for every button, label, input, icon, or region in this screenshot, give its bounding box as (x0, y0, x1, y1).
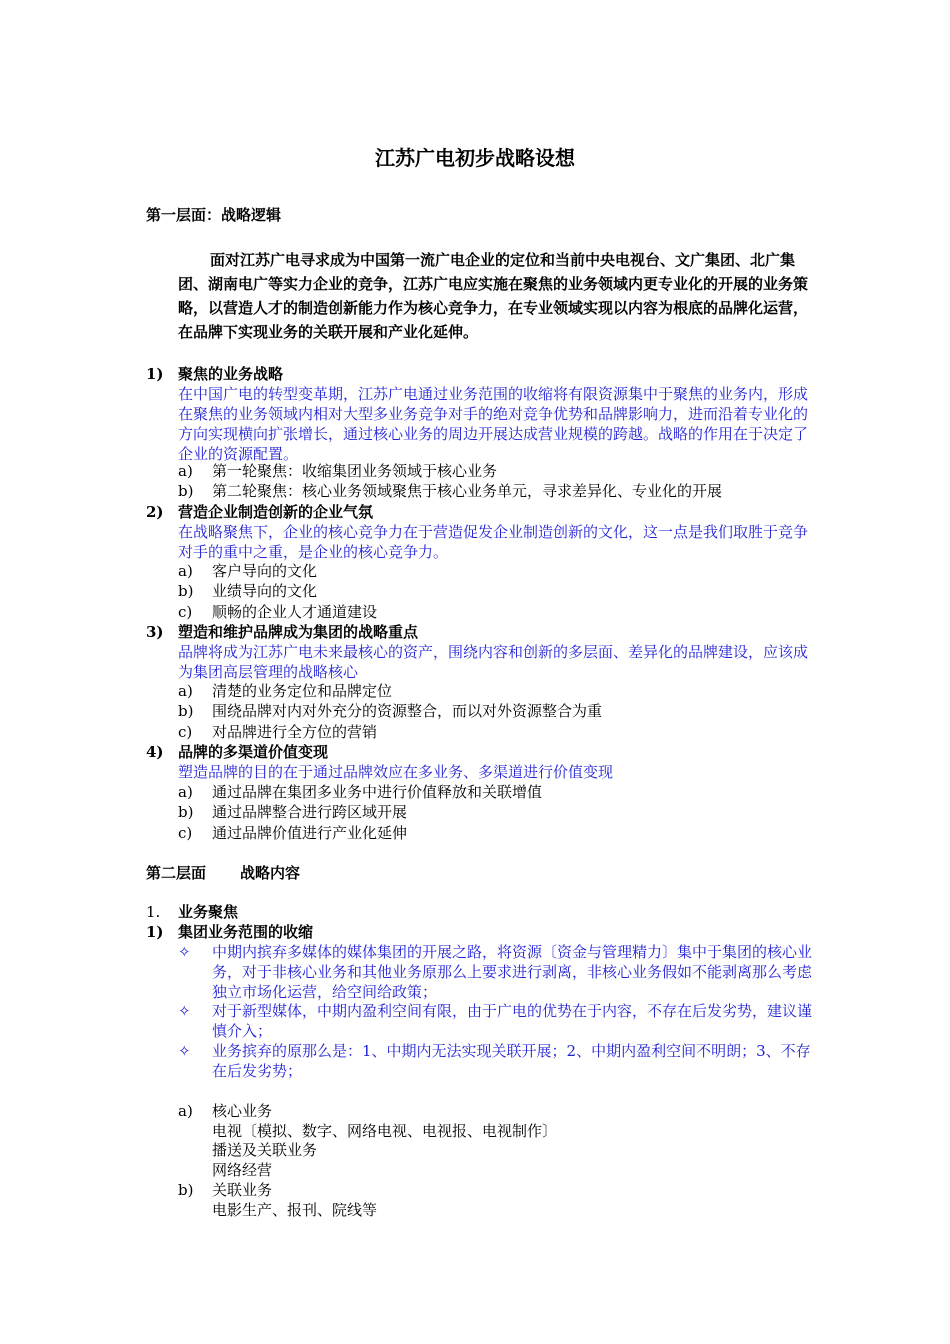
section-3-item-a: 清楚的业务定位和品牌定位 (212, 682, 393, 700)
section-4-item-b: 通过品牌整合进行跨区域开展 (212, 803, 408, 821)
section-2-item-c-letter: c) (178, 603, 193, 621)
core-business-label: 核心业务 (212, 1102, 273, 1120)
layer1-heading: 第一层面：战略逻辑 (146, 206, 282, 224)
section-1-item-a: 第一轮聚焦：收缩集团业务领域于核心业务 (212, 462, 498, 480)
bullet-diamond-icon: ✧ (178, 943, 191, 961)
section-4-number: 4) (146, 743, 164, 761)
section-2-item-a: 客户导向的文化 (212, 562, 318, 580)
layer2-heading-label: 第二层面 (146, 864, 207, 882)
section-4-item-b-letter: b) (178, 803, 194, 821)
related-business-line-1: 电影生产、报刊、院线等 (212, 1201, 378, 1219)
bullet-diamond-icon: ✧ (178, 1042, 191, 1060)
bullet-2-text: 对于新型媒体，中期内盈利空间有限，由于广电的优势在于内容，不存在后发劣势，建议谨慎介入； (212, 1002, 813, 1040)
section-3-item-b-letter: b) (178, 702, 194, 720)
core-business-line-1: 电视〔模拟、数字、网络电视、电视报、电视制作〕 (212, 1122, 558, 1140)
section-1-item-a-letter: a) (178, 462, 193, 480)
section-2-item-b-letter: b) (178, 582, 194, 600)
layer2-heading-topic: 战略内容 (240, 864, 301, 882)
section-4-description: 塑造品牌的目的在于通过品牌效应在多业务、多渠道进行价值变现 (178, 763, 614, 781)
section-2-title: 营造企业制造创新的企业气氛 (178, 503, 374, 521)
point-1-number: 1. (146, 903, 161, 921)
bullet-3-text: 业务摈弃的原那么是：1、中期内无法实现关联开展；2、中期内盈利空间不明朗；3、不存在后发劣势； (212, 1042, 811, 1080)
layer1-intro: 面对江苏广电寻求成为中国第一流广电企业的定位和当前中央电视台、文广集团、北广集团、湖南电广等实力企业的竞争，江苏广电应实施在聚焦的业务领域内更专业化的开展的业务策略，以营造人才的制造创新能力作为核心竞争力，在专业领域实现以内容为根底的品牌化运营，在品牌下实现业务的关联开展和产业化延伸。 (178, 251, 809, 341)
section-2-number: 2) (146, 503, 164, 521)
section-4-item-c-letter: c) (178, 824, 193, 842)
section-3-item-b: 围绕品牌对内对外充分的资源整合，而以对外资源整合为重 (212, 702, 603, 720)
section-3-number: 3) (146, 623, 164, 641)
section-4-title: 品牌的多渠道价值变现 (178, 743, 329, 761)
section-3-item-c-letter: c) (178, 723, 193, 741)
section-3-item-c: 对品牌进行全方位的营销 (212, 723, 378, 741)
section-1-item-b-letter: b) (178, 482, 194, 500)
section-2-item-c: 顺畅的企业人才通道建设 (212, 603, 378, 621)
subpoint-1-number: 1) (146, 923, 164, 941)
core-business-line-3: 网络经营 (212, 1161, 273, 1179)
section-2-item-b: 业绩导向的文化 (212, 582, 318, 600)
related-business-label: 关联业务 (212, 1181, 273, 1199)
section-1-title: 聚焦的业务战略 (178, 365, 284, 383)
section-4-item-a: 通过品牌在集团多业务中进行价值释放和关联增值 (212, 783, 543, 801)
subpoint-1-title: 集团业务范围的收缩 (178, 923, 314, 941)
document-title: 江苏广电初步战略设想 (375, 146, 575, 170)
layer2-heading (146, 863, 300, 883)
section-1-number: 1) (146, 365, 164, 383)
section-3-description: 品牌将成为江苏广电未来最核心的资产，围绕内容和创新的多层面、差异化的品牌建设，应该成为集团高层管理的战略核心 (178, 643, 809, 681)
section-3-title: 塑造和维护品牌成为集团的战略重点 (178, 623, 419, 641)
related-business-letter: b) (178, 1181, 194, 1199)
core-business-letter: a) (178, 1102, 193, 1120)
point-1-title: 业务聚焦 (178, 903, 239, 921)
section-1-description: 在中国广电的转型变革期，江苏广电通过业务范围的收缩将有限资源集中于聚焦的业务内，形成在聚焦的业务领域内相对大型多业务竞争对手的绝对竞争优势和品牌影响力，进而沿着专业化的方向实现横向扩张增长，通过核心业务的周边开展达成营业规模的跨越。战略的作用在于决定了企业的资源配置。 (178, 385, 809, 463)
bullet-diamond-icon: ✧ (178, 1002, 191, 1020)
section-3-item-a-letter: a) (178, 682, 193, 700)
section-4-item-a-letter: a) (178, 783, 193, 801)
bullet-1-text: 中期内摈弃多媒体的媒体集团的开展之路，将资源〔资金与管理精力〕集中于集团的核心业务，对于非核心业务和其他业务原那么上要求进行剥离，非核心业务假如不能剥离那么考虑独立市场化运营，给空间给政策； (212, 943, 813, 1001)
core-business-line-2: 播送及关联业务 (212, 1141, 318, 1159)
section-1-item-b: 第二轮聚焦：核心业务领域聚焦于核心业务单元，寻求差异化、专业化的开展 (212, 482, 723, 500)
section-2-item-a-letter: a) (178, 562, 193, 580)
section-4-item-c: 通过品牌价值进行产业化延伸 (212, 824, 408, 842)
section-2-description: 在战略聚焦下，企业的核心竞争力在于营造促发企业制造创新的文化，这一点是我们取胜于竞争对手的重中之重，是企业的核心竞争力。 (178, 523, 809, 561)
